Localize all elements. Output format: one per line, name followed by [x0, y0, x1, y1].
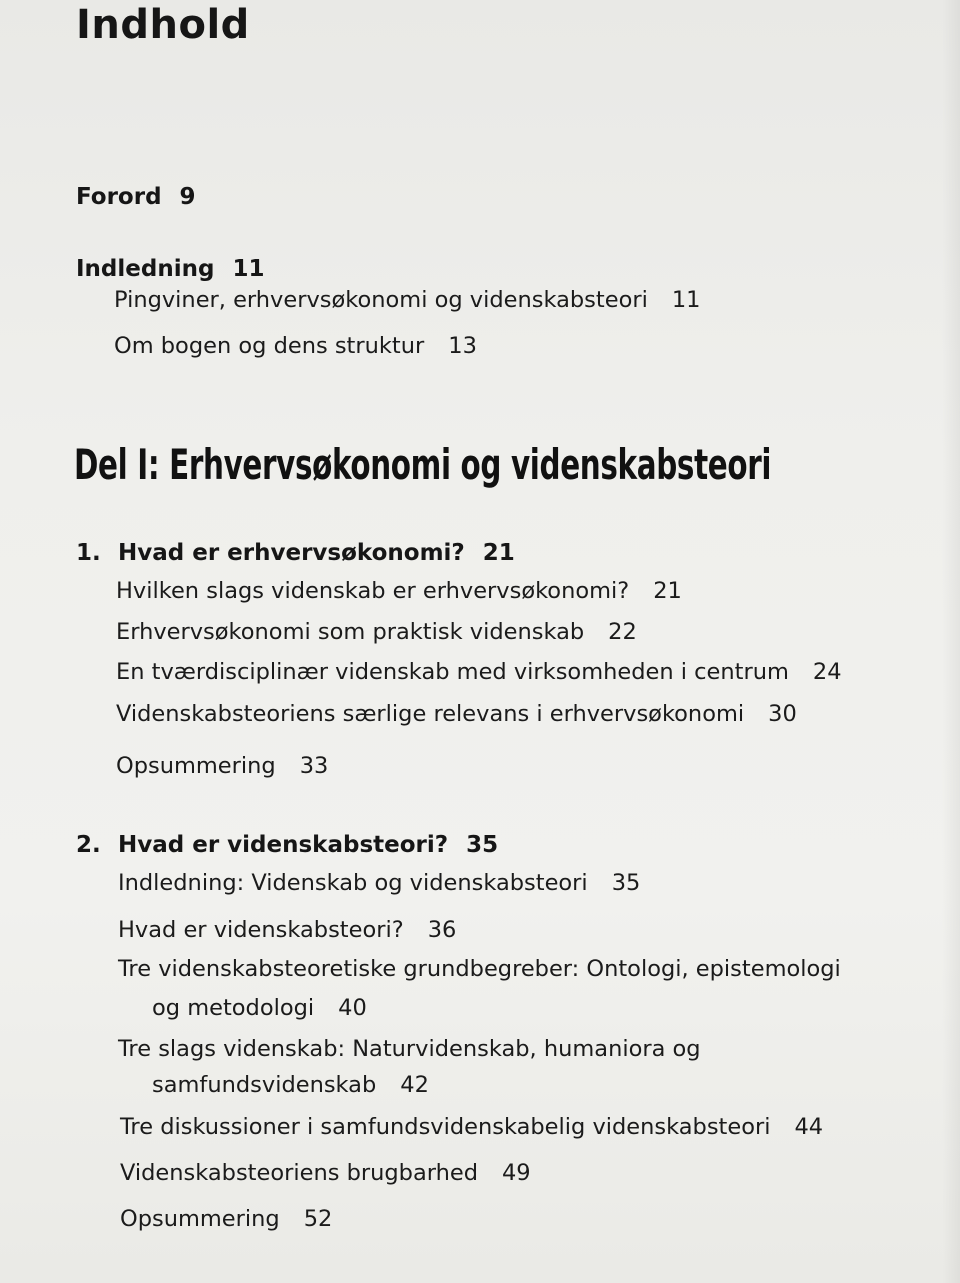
toc-subentry-page: 21 — [653, 578, 682, 604]
toc-subentry-label: Indledning: Videnskab og videnskabsteori — [118, 870, 588, 896]
chapter-label: Hvad er erhvervsøkonomi? — [118, 540, 465, 566]
toc-subentry-label-cont: samfundsvidenskab — [152, 1072, 377, 1098]
chapter-number: 1. — [76, 540, 101, 566]
toc-subentry-label: En tværdisciplinær videnskab med virksomheden i centrum — [116, 659, 789, 685]
toc-subentry-label: Tre slags videnskab: Naturvidenskab, humaniora og — [118, 1036, 701, 1062]
toc-subentry — [114, 287, 700, 313]
toc-subentry — [116, 659, 842, 685]
chapter-label: Hvad er videnskabsteori? — [118, 832, 449, 858]
toc-chapter-2 — [76, 832, 498, 858]
toc-subentry-page: 13 — [448, 333, 477, 359]
toc-subentry-line1 — [118, 956, 841, 982]
toc-subentry — [118, 917, 456, 943]
toc-subentry-page: 40 — [338, 995, 367, 1021]
toc-subentry-line1 — [118, 1036, 701, 1062]
toc-subentry — [114, 333, 477, 359]
toc-subentry-page: 36 — [427, 917, 457, 943]
toc-subentry-label: Tre diskussioner i samfundsvidenskabelig videnskabsteori — [120, 1114, 771, 1140]
toc-subentry-page: 42 — [400, 1072, 429, 1098]
toc-entry-page: 9 — [179, 184, 196, 210]
chapter-number: 2. — [76, 832, 101, 858]
toc-subentry — [120, 1160, 531, 1186]
toc-subentry-page: 52 — [303, 1206, 333, 1232]
toc-subentry — [118, 870, 640, 896]
toc-subentry-label: Opsummering — [116, 753, 276, 779]
toc-subentry-page: 22 — [608, 619, 637, 645]
chapter-page: 35 — [466, 832, 499, 858]
toc-entry-label: Forord — [76, 184, 162, 210]
toc-subentry — [116, 619, 637, 645]
chapter-page: 21 — [482, 540, 515, 566]
toc-subentry-label: Erhvervsøkonomi som praktisk videnskab — [116, 619, 585, 645]
toc-subentry-label: Om bogen og dens struktur — [114, 333, 425, 359]
toc-subentry-label: Hvilken slags videnskab er erhvervsøkonomi? — [116, 578, 630, 604]
toc-subentry-page: 49 — [501, 1160, 531, 1186]
toc-subentry-label: Videnskabsteoriens brugbarhed — [120, 1160, 478, 1186]
page-edge-shadow — [942, 0, 960, 1283]
toc-subentry-page: 33 — [299, 753, 329, 779]
toc-entry-label: Indledning — [76, 256, 215, 282]
toc-entry-page: 11 — [232, 256, 265, 282]
toc-subentry — [116, 753, 328, 779]
toc-subentry-line2 — [152, 995, 367, 1021]
toc-subentry-line2 — [152, 1072, 429, 1098]
toc-entry-indledning — [76, 256, 264, 282]
toc-subentry-label: Opsummering — [120, 1206, 280, 1232]
toc-subentry-label: Videnskabsteoriens særlige relevans i erhvervsøkonomi — [116, 701, 745, 727]
toc-subentry-page: 44 — [794, 1114, 824, 1140]
page-title: Indhold — [76, 2, 250, 48]
toc-subentry-page: 30 — [768, 701, 797, 727]
toc-subentry-label: Hvad er videnskabsteori? — [118, 917, 404, 943]
toc-subentry — [120, 1206, 332, 1232]
toc-subentry-page: 35 — [611, 870, 641, 896]
toc-subentry-label: Pingviner, erhvervsøkonomi og videnskabsteori — [114, 287, 648, 313]
toc-subentry-label: Tre videnskabsteoretiske grundbegreber: Ontologi, epistemologi — [118, 956, 841, 982]
toc-chapter-1 — [76, 540, 515, 566]
toc-subentry — [116, 701, 797, 727]
part-heading: Del I: Erhvervsøkonomi og videnskabsteori — [74, 440, 772, 489]
toc-subentry — [120, 1114, 823, 1140]
toc-subentry — [116, 578, 682, 604]
toc-subentry-label-cont: og metodologi — [152, 995, 315, 1021]
toc-subentry-page: 24 — [812, 659, 842, 685]
toc-entry-forord — [76, 184, 196, 210]
toc-subentry-page: 11 — [671, 287, 701, 313]
